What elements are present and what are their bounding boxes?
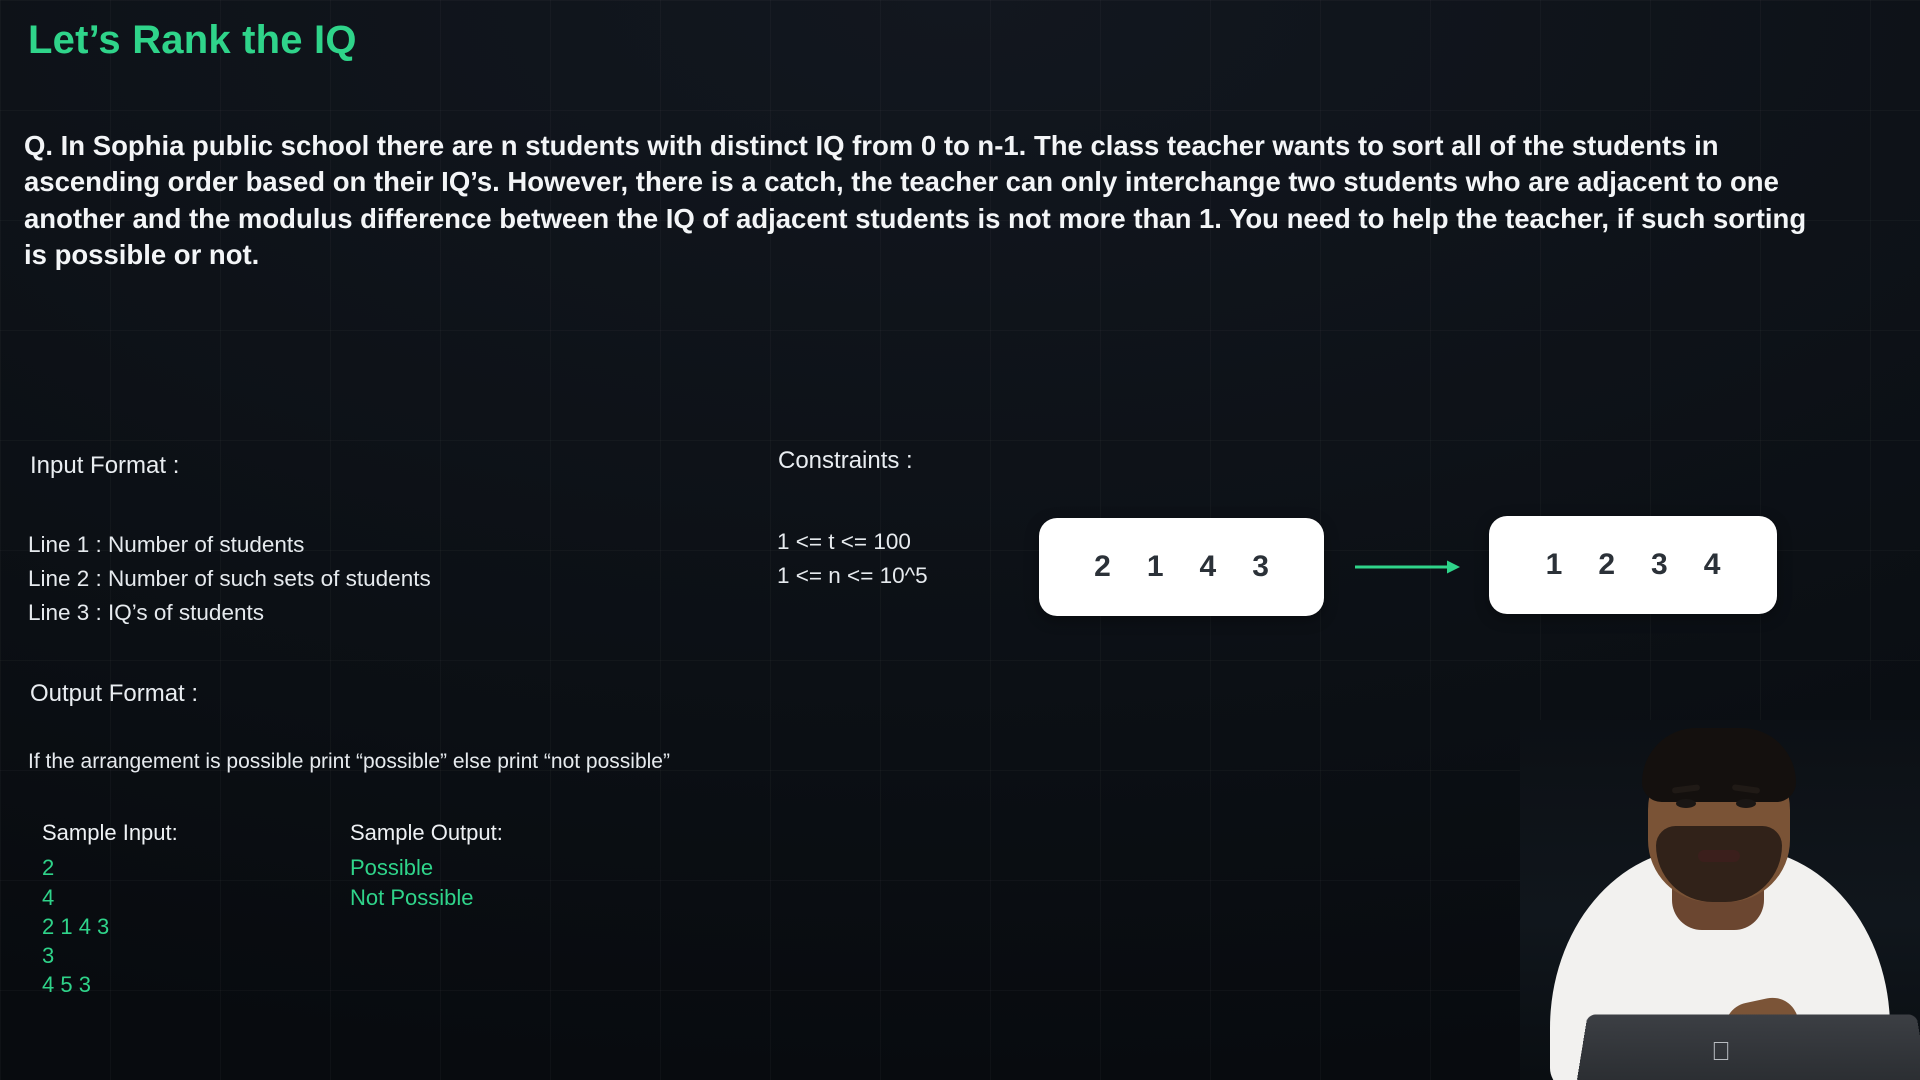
question-body: In Sophia public school there are n students with distinct IQ from 0 to n-1. The class teacher wants to sort all of the students in ascending order based on their IQ’s. However, there is a catch, the teacher can only interchange two students who are adjacent to one another and the modulus difference between the IQ of adjacent students is not more than 1. You need to help the teacher, if such sorting is possible or not. bbox=[24, 130, 1807, 270]
presenter-mouth bbox=[1698, 850, 1740, 862]
sample-input-value: 2 bbox=[42, 855, 55, 881]
sample-output-value: Possible bbox=[350, 855, 434, 881]
input-line-1: Line 1 : Number of students bbox=[28, 532, 305, 557]
array-before-cell: 4 bbox=[1199, 550, 1217, 583]
sample-input-heading: Sample Input: bbox=[42, 820, 178, 845]
array-before-cell: 2 bbox=[1094, 550, 1111, 583]
page-title: Let’s Rank the IQ bbox=[28, 18, 357, 62]
array-after-card bbox=[1489, 516, 1777, 614]
apple-logo-icon bbox=[1708, 1036, 1734, 1066]
sample-output-block bbox=[350, 818, 503, 912]
constraint-item-2: 1 <= n <= 10^5 bbox=[777, 562, 928, 588]
input-line-2: Line 2 : Number of such sets of students bbox=[28, 566, 431, 592]
arrow-right-icon bbox=[1355, 560, 1460, 574]
sample-input-value: 4 bbox=[42, 884, 55, 910]
output-format-note: If the arrangement is possible print “possible” else print “not possible” bbox=[28, 750, 670, 773]
sample-input-value: 4 5 3 bbox=[42, 972, 91, 998]
array-after-cell: 4 bbox=[1703, 548, 1721, 581]
input-format-lines bbox=[28, 528, 431, 631]
array-after-cell: 2 bbox=[1598, 548, 1615, 581]
presenter-eye-left bbox=[1676, 799, 1696, 808]
output-format-heading: Output Format : bbox=[30, 680, 199, 707]
constraints-heading: Constraints : bbox=[778, 447, 913, 474]
presenter-hair bbox=[1642, 728, 1796, 802]
input-format-heading: Input Format : bbox=[30, 452, 180, 479]
sample-output-heading: Sample Output: bbox=[350, 820, 503, 845]
constraints-list bbox=[777, 525, 928, 593]
presenter-eye-right bbox=[1736, 799, 1756, 808]
input-line-3: Line 3 : IQ’s of students bbox=[28, 600, 264, 626]
question-label: Q. bbox=[24, 130, 54, 161]
laptop bbox=[1576, 1015, 1920, 1080]
array-before-cell: 3 bbox=[1252, 550, 1269, 583]
array-after-cell: 1 bbox=[1545, 548, 1563, 581]
sample-input-block bbox=[42, 818, 178, 1000]
question-text bbox=[24, 128, 1824, 273]
sample-input-value: 2 1 4 3 bbox=[42, 913, 110, 939]
constraint-item-1: 1 <= t <= 100 bbox=[777, 529, 911, 554]
sample-output-value: Not Possible bbox=[350, 884, 474, 910]
array-after-cell: 3 bbox=[1651, 548, 1668, 581]
webcam-overlay bbox=[1520, 720, 1920, 1080]
array-before-card bbox=[1039, 518, 1324, 616]
array-before-cell: 1 bbox=[1146, 550, 1164, 583]
sample-input-value: 3 bbox=[42, 943, 55, 968]
